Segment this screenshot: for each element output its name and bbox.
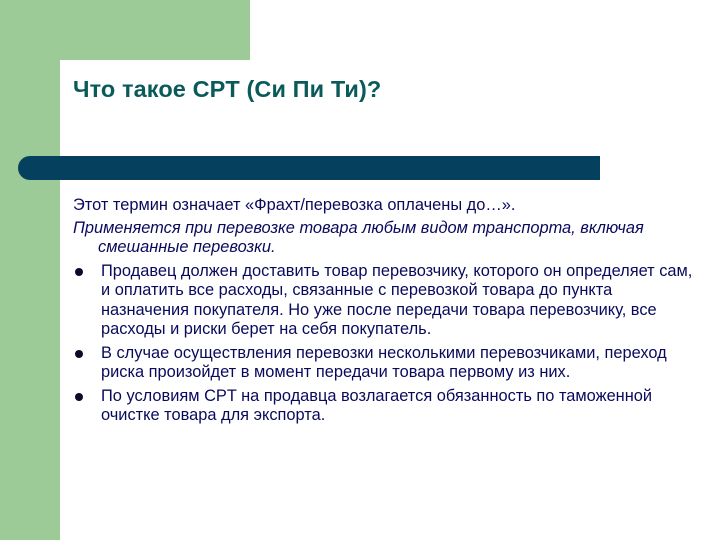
bullet-item [73, 387, 693, 426]
bullet-item [73, 344, 693, 383]
slide-title: Что такое CPT (Си Пи Ти)? [73, 76, 382, 102]
bullet-dot-icon [75, 393, 83, 401]
bullet-dot-icon [75, 268, 83, 276]
bullet-text: В случае осуществления перевозки несколькими перевозчиками, переход риска произойдет в момент передачи товара первому из них. [101, 343, 667, 381]
top-decor-block [60, 0, 250, 60]
intro-text: Этот термин означает «Фрахт/перевозка оплачены до…». [73, 196, 516, 214]
bullet-item [73, 262, 693, 340]
bullet-list [73, 262, 693, 426]
bullet-text: По условиям CPT на продавца возлагается обязанность по таможенной очистке товара для экспорта. [101, 386, 653, 424]
bullet-text: Продавец должен доставить товар перевозчику, которого он определяет сам, и оплатить все расходы, связанные с перевозкой товара до пункта назначения покупателя. Но уже после передачи товара перевозчику, все расходы и риски берет на себя покупатель. [101, 261, 693, 338]
slide-body [73, 196, 693, 430]
title-bar-body [32, 156, 600, 180]
bullet-dot-icon [75, 350, 83, 358]
usage-text: Применяется при перевозке товара любым видом транспорта, включая смешанные перевозки. [73, 218, 644, 256]
left-decor-band [0, 0, 60, 540]
title-underline-bar [18, 156, 600, 180]
